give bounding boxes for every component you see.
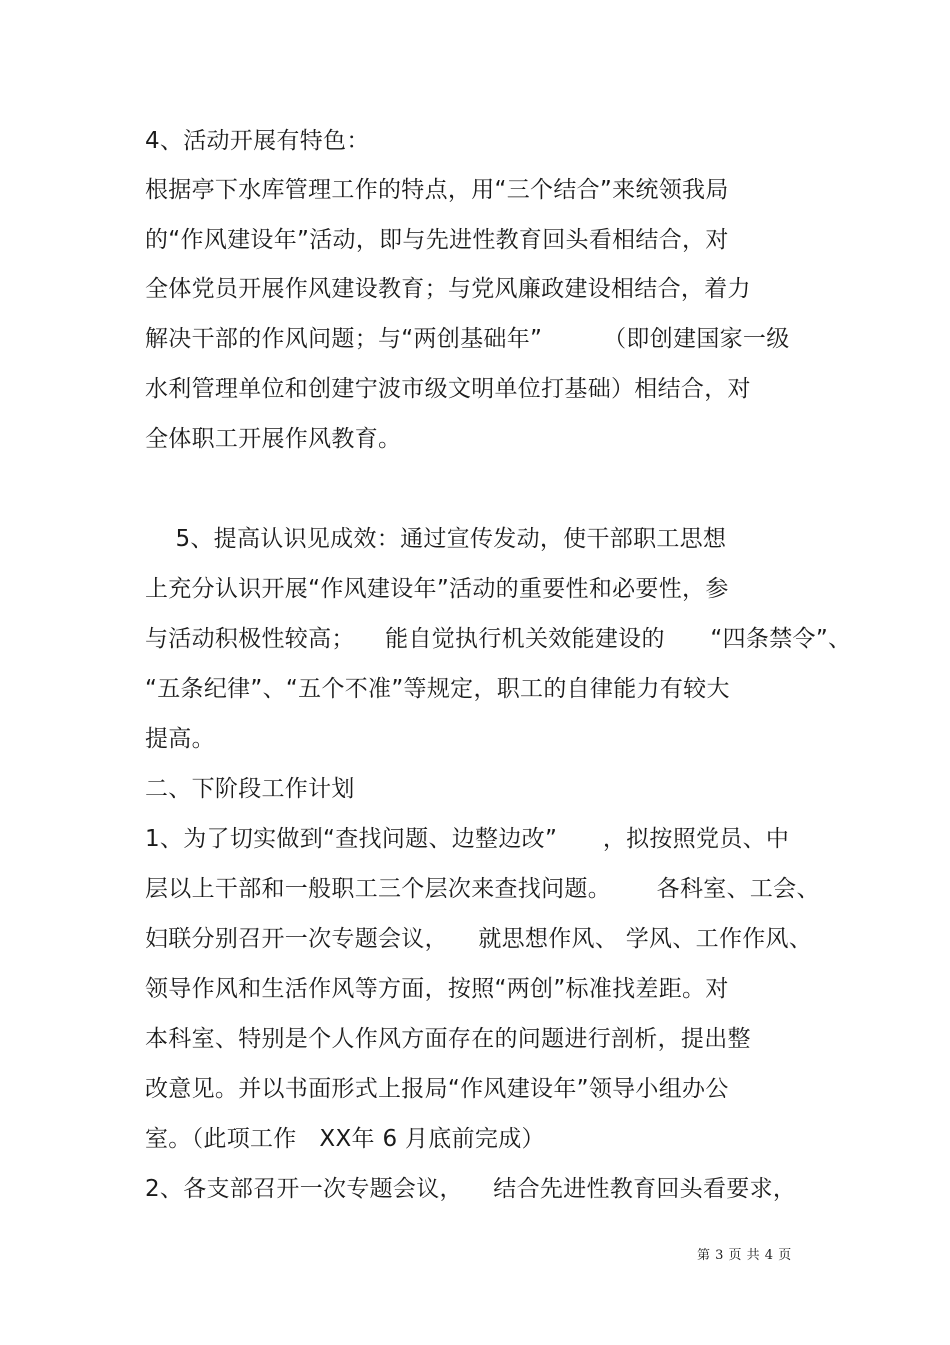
page-number-footer: 第 3 页 共 4 页	[697, 1248, 792, 1263]
body-text-line: 层以上干部和一般职工三个层次来查找问题。 各科室、工会、	[145, 876, 820, 902]
body-text-line: 室。（此项工作 XX年 6 月底前完成）	[145, 1126, 545, 1152]
body-text-line: 本科室、特别是个人作风方面存在的问题进行剖析，提出整	[145, 1026, 751, 1052]
body-text-line: 水利管理单位和创建宁波市级文明单位打基础）相结合，对	[145, 376, 751, 402]
body-text-line: 1、为了切实做到“查找问题、边整边改” ，拟按照党员、中	[145, 826, 790, 852]
part-2-heading: 二、下阶段工作计划	[145, 776, 355, 802]
body-text-line: 提高。	[145, 726, 215, 752]
body-text-line: 全体党员开展作风建设教育；与党风廉政建设相结合，着力	[145, 276, 751, 302]
body-text-line: 与活动积极性较高； 能自觉执行机关效能建设的 “四条禁令”、	[145, 626, 852, 652]
body-text-line: 妇联分别召开一次专题会议， 就思想作风、 学风、工作作风、	[145, 926, 813, 952]
body-text-line: 改意见。并以书面形式上报局“作风建设年”领导小组办公	[145, 1076, 729, 1102]
body-text-line: 的“作风建设年”活动，即与先进性教育回头看相结合，对	[145, 227, 729, 253]
body-text-line: 全体职工开展作风教育。	[145, 426, 402, 452]
body-text-line: 解决干部的作风问题；与“两创基础年” （即创建国家一级	[145, 326, 790, 352]
body-text-line: 根据亭下水库管理工作的特点，用“三个结合”来统领我局	[145, 177, 729, 203]
body-text-line: 2、各支部召开一次专题会议， 结合先进性教育回头看要求，	[145, 1176, 797, 1202]
section-5-first-line: 5、提高认识见成效：通过宣传发动，使干部职工思想	[145, 526, 727, 552]
body-text-line: 上充分认识开展“作风建设年”活动的重要性和必要性，参	[145, 576, 729, 602]
body-text-line: 领导作风和生活作风等方面，按照“两创”标准找差距。对	[145, 976, 729, 1002]
body-text-line: “五条纪律”、“五个不准”等规定，职工的自律能力有较大	[145, 676, 730, 702]
section-4-heading: 4、活动开展有特色：	[145, 128, 370, 154]
